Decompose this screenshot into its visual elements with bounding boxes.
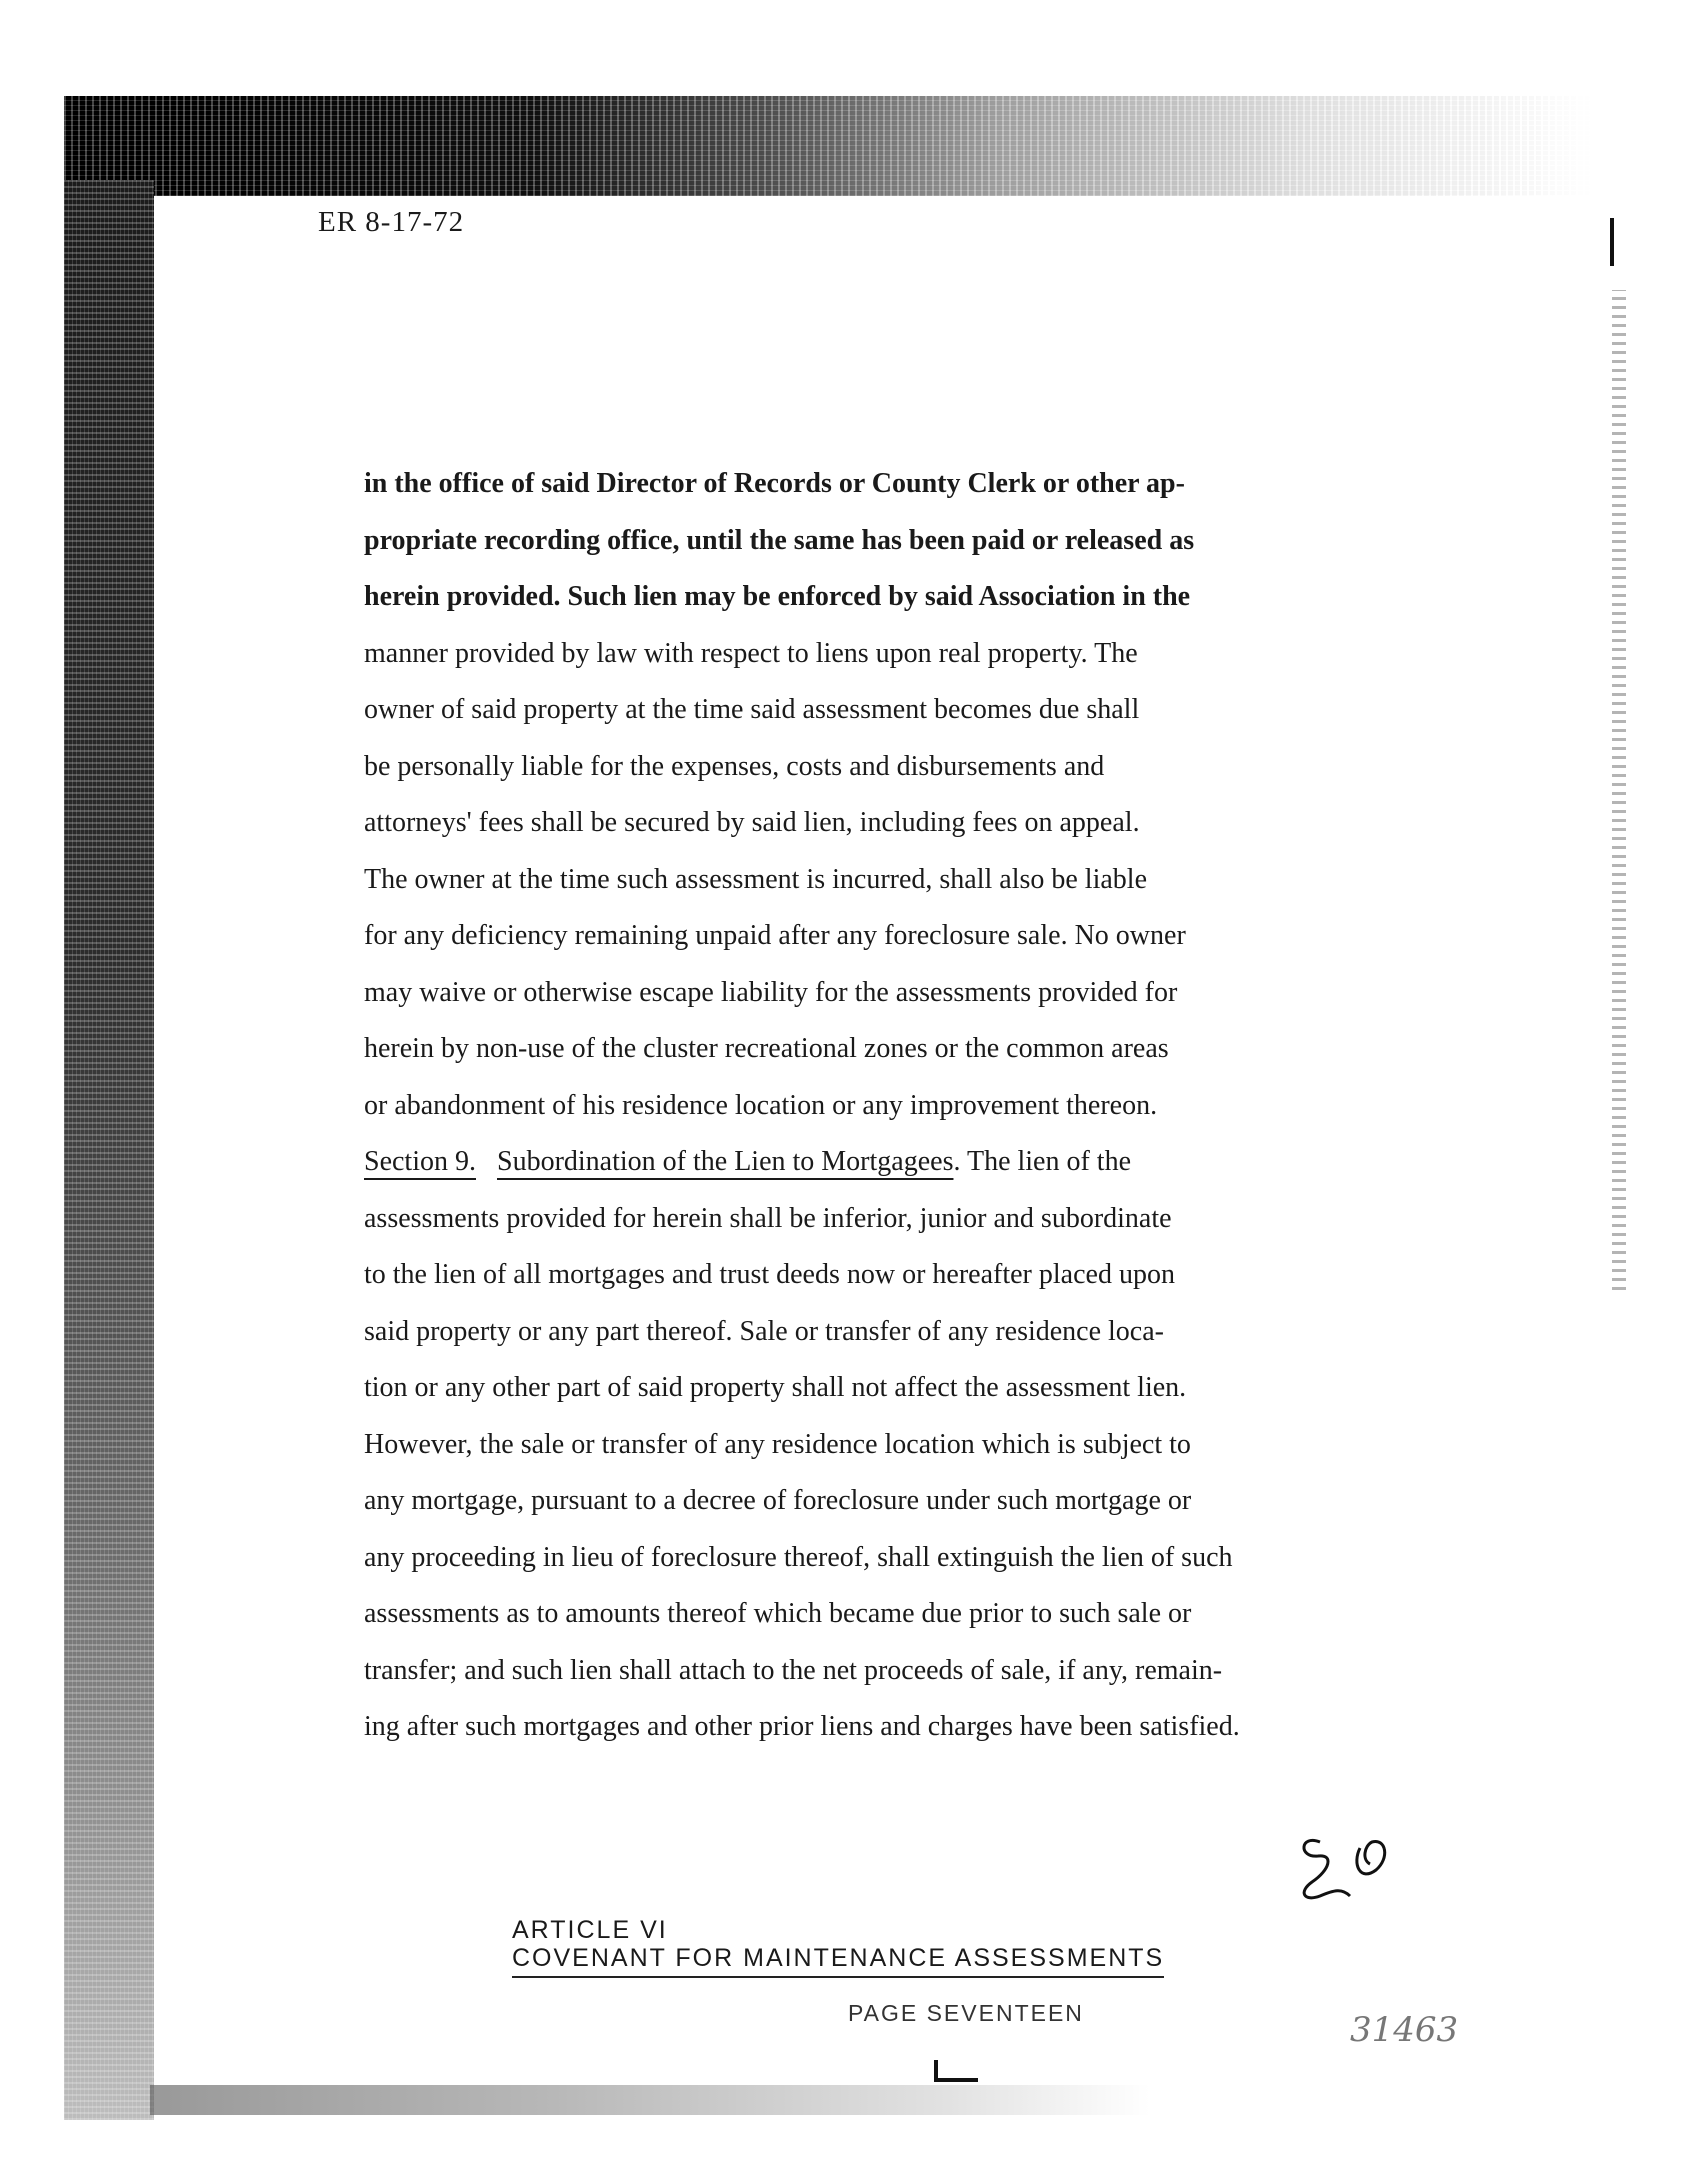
article-title: COVENANT FOR MAINTENANCE ASSESSMENTS — [512, 1944, 1164, 1978]
section-label: Section 9. — [364, 1146, 476, 1177]
body-line: said property or any part thereof. Sale or transfer of any residence loca- — [364, 1315, 1164, 1347]
handwritten-number: 31463 — [1350, 2010, 1459, 2050]
body-line: ing after such mortgages and other prior liens and charges have been satisfied. — [364, 1711, 1240, 1742]
body-line: to the lien of all mortgages and trust deeds now or hereafter placed upon — [364, 1259, 1175, 1290]
body-line: propriate recording office, until the same has been paid or released as — [364, 524, 1195, 556]
body-line: herein by non-use of the cluster recreational zones or the common areas — [364, 1033, 1169, 1064]
body-line: owner of said property at the time said assessment becomes due shall — [364, 694, 1140, 725]
article-footer — [512, 1916, 1164, 1978]
body-text — [364, 456, 1544, 1756]
body-line: be personally liable for the expenses, costs and disbursements and — [364, 750, 1105, 782]
body-line: The owner at the time such assessment is incurred, shall also be liable — [364, 863, 1148, 895]
body-line: herein provided. Such lien may be enforced by said Association in the — [364, 581, 1191, 612]
body-line: assessments as to amounts thereof which became due prior to such sale or — [364, 1598, 1192, 1629]
body-line: may waive or otherwise escape liability for the assessments provided for — [364, 976, 1178, 1008]
body-line: any proceeding in lieu of foreclosure thereof, shall extinguish the lien of such — [364, 1541, 1233, 1573]
body-line: tion or any other part of said property shall not affect the assessment lien. — [364, 1372, 1187, 1403]
body-line: transfer; and such lien shall attach to the net proceeds of sale, if any, remain- — [364, 1654, 1223, 1686]
body-line: attorneys' fees shall be secured by said lien, including fees on appeal. — [364, 807, 1140, 838]
handwritten-initials — [1290, 1830, 1420, 1910]
margin-mark-bottom — [934, 2078, 978, 2082]
body-line: in the office of said Director of Records or County Clerk or other ap- — [364, 468, 1185, 499]
body-line: or abandonment of his residence location or any improvement thereon. — [364, 1089, 1158, 1121]
document-code: ER 8-17-72 — [318, 206, 465, 238]
article-number: ARTICLE VI — [512, 1916, 668, 1944]
body-line: However, the sale or transfer of any residence location which is subject to — [364, 1428, 1191, 1460]
section-heading-line — [364, 1134, 1544, 1191]
page-number: PAGE SEVENTEEN — [848, 2000, 1084, 2026]
body-line: for any deficiency remaining unpaid after any foreclosure sale. No owner — [364, 920, 1186, 951]
body-line: assessments provided for herein shall be inferior, junior and subordinate — [364, 1202, 1172, 1234]
section-title: Subordination of the Lien to Mortgagees — [497, 1146, 954, 1177]
body-line: any mortgage, pursuant to a decree of foreclosure under such mortgage or — [364, 1485, 1192, 1516]
section-line-rest: . The lien of the — [953, 1146, 1132, 1177]
body-line: manner provided by law with respect to liens upon real property. The — [364, 637, 1138, 669]
